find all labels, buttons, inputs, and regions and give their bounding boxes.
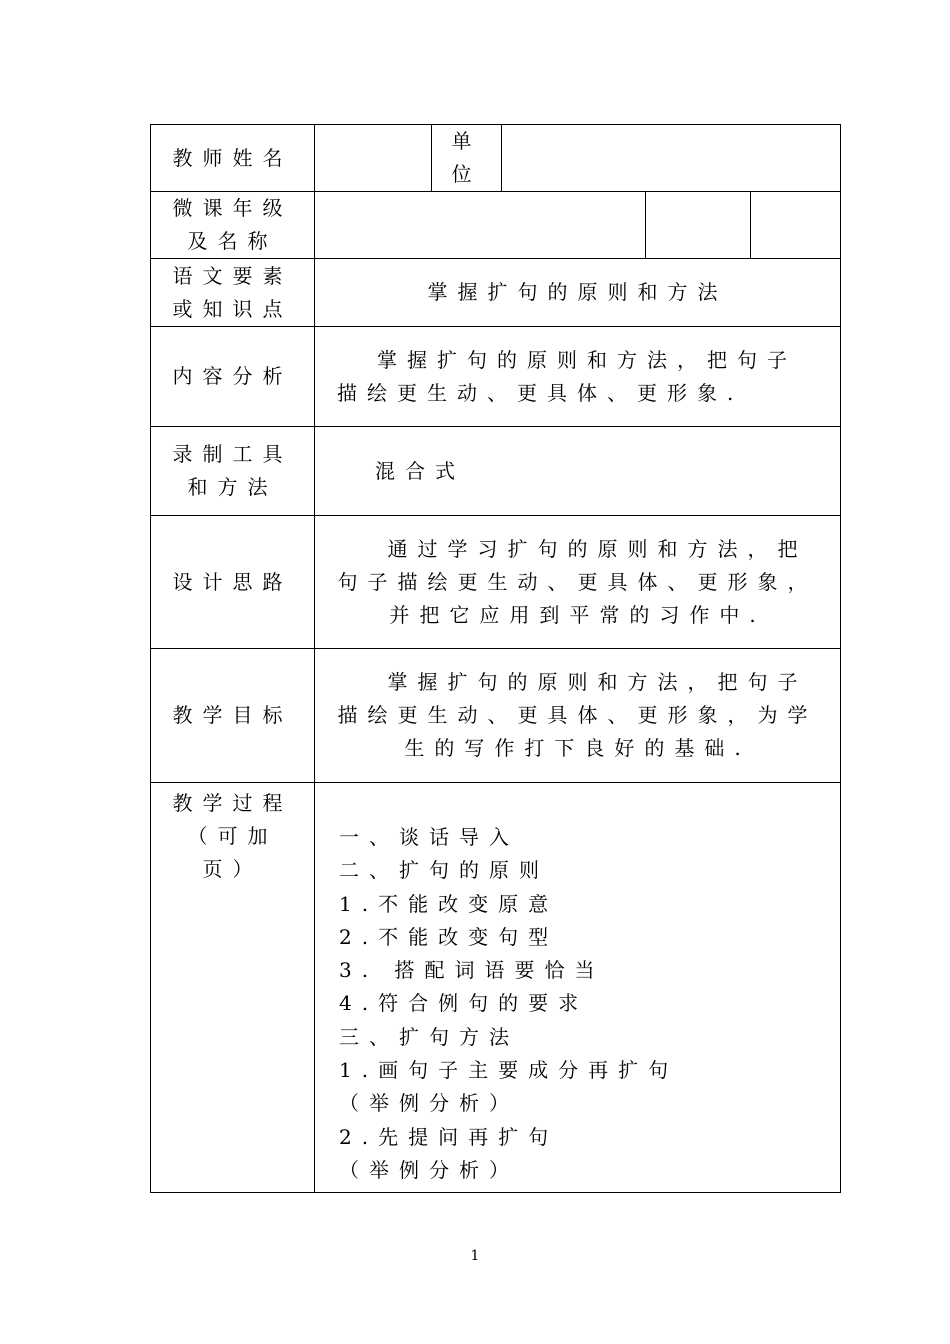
process-line: 三、扩句方法 xyxy=(339,1024,519,1049)
teacher-name-label: 教师姓名 xyxy=(151,125,315,192)
design-text: 通过学习扩句的原则和方法，把句子描绘更生动、更具体、更形象，并把它应用到平常的习作中. xyxy=(337,536,818,627)
row-grade xyxy=(151,192,841,259)
row-goal xyxy=(151,649,841,783)
lesson-plan-table xyxy=(150,124,841,1193)
grade-extra-2[interactable] xyxy=(751,192,841,259)
tool-value xyxy=(315,427,841,516)
teacher-name-value[interactable] xyxy=(315,125,432,192)
process-line: 4.符合例句的要求 xyxy=(339,991,589,1016)
grade-label: 微课年级及名称 xyxy=(151,192,315,259)
tool-label: 录制工具和方法 xyxy=(151,427,315,516)
row-content xyxy=(151,327,841,427)
process-line: 1.画句子主要成分再扩句 xyxy=(339,1058,679,1083)
process-line: （举例分析） xyxy=(339,1091,519,1116)
process-line: 1.不能改变原意 xyxy=(339,891,559,916)
grade-value[interactable] xyxy=(315,192,646,259)
element-value: 掌握扩句的原则和方法 xyxy=(315,259,841,327)
unit-value[interactable] xyxy=(502,125,841,192)
design-value xyxy=(315,516,841,649)
process-value xyxy=(315,783,841,1193)
goal-text: 掌握扩句的原则和方法，把句子描绘更生动、更具体、更形象，为学生的写作打下良好的基础. xyxy=(337,670,818,760)
page-number: 1 xyxy=(470,1248,480,1264)
design-label: 设计思路 xyxy=(151,516,315,649)
tool-text: 混合式 xyxy=(375,458,465,483)
process-line: 3. 搭配词语要恰当 xyxy=(339,958,605,983)
element-label: 语文要素或知识点 xyxy=(151,259,315,327)
goal-label: 教学目标 xyxy=(151,649,315,783)
process-line: 二、扩句的原则 xyxy=(339,858,549,883)
content-value xyxy=(315,327,841,427)
process-line: 2.先提问再扩句 xyxy=(339,1124,559,1149)
process-line: 2.不能改变句型 xyxy=(339,924,559,949)
row-process xyxy=(151,783,841,1193)
process-line: （举例分析） xyxy=(339,1157,519,1182)
goal-value xyxy=(315,649,841,783)
process-label: 教学过程（可加页） xyxy=(151,783,315,1193)
row-element xyxy=(151,259,841,327)
content-text: 掌握扩句的原则和方法，把句子描绘更生动、更具体、更形象. xyxy=(337,347,797,405)
content-label: 内容分析 xyxy=(151,327,315,427)
row-design xyxy=(151,516,841,649)
process-line: 一、谈话导入 xyxy=(339,825,519,849)
unit-label: 单位 xyxy=(432,125,502,192)
row-tool xyxy=(151,427,841,516)
grade-extra-1[interactable] xyxy=(646,192,751,259)
row-teacher xyxy=(151,125,841,192)
